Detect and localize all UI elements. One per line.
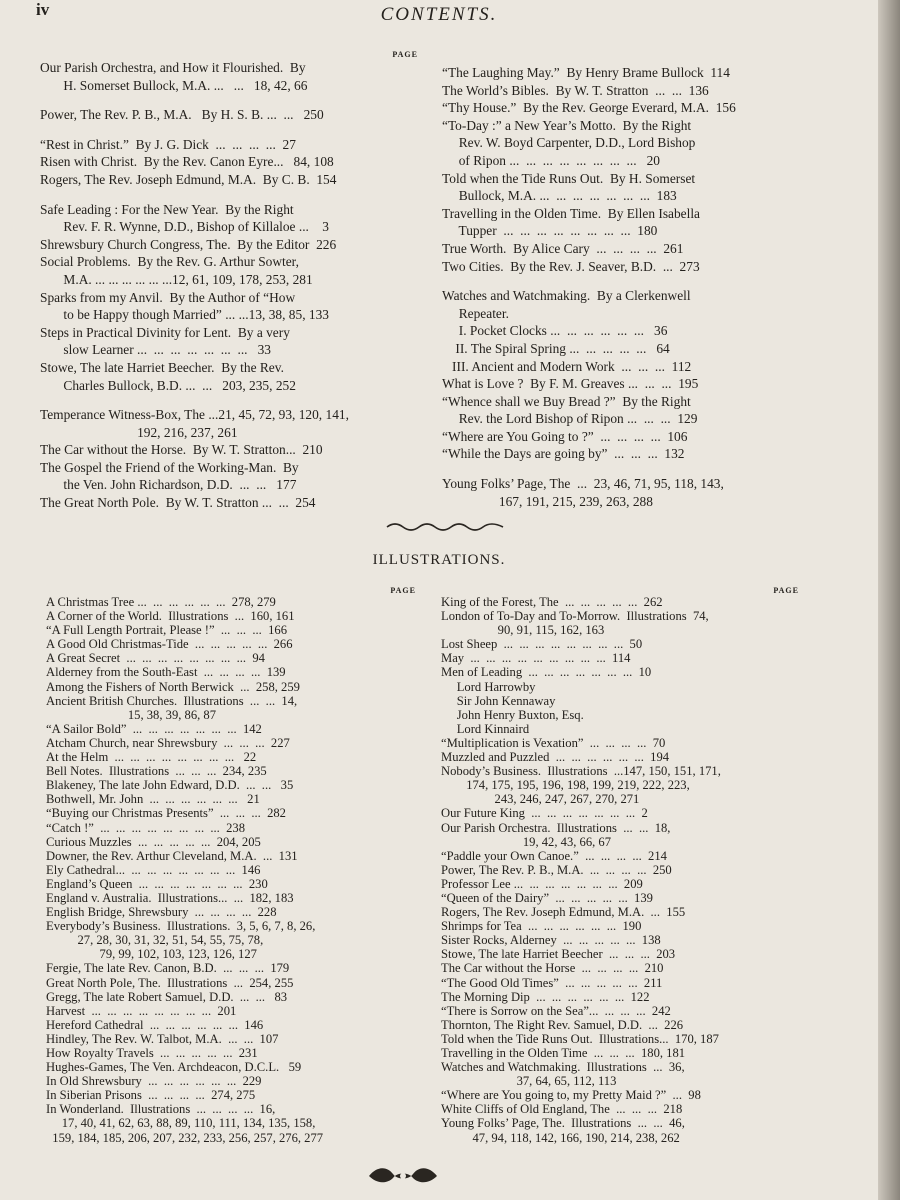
toc-entry: Power, The Rev. P. B., M.A. ... ... ... ... 250 xyxy=(441,862,672,877)
toc-entry: How Royalty Travels ... ... ... ... ... 231 xyxy=(46,1046,258,1060)
entry-gap xyxy=(40,189,418,201)
toc-entry: A Great Secret ... ... ... ... ... ... ... ... 94 xyxy=(46,651,265,666)
toc-entry: I. Pocket Clocks ... ... ... ... ... ... 36 xyxy=(442,323,668,339)
toc-entry: Lost Sheep ... ... ... ... ... ... ... ... 50 xyxy=(441,637,643,652)
illustrations-left-column xyxy=(46,586,416,1145)
toc-entry: Rogers, The Rev. Joseph Edmund, M.A. ... 155 xyxy=(441,905,686,920)
toc-entry: “A Full Length Portrait, Please !” ... ... ... 166 xyxy=(46,623,287,638)
divider-swirl xyxy=(385,520,505,534)
toc-entry: Temperance Witness-Box, The ...21, 45, 72, 93, 120, 141, xyxy=(40,407,349,423)
toc-entry: 79, 99, 102, 103, 123, 126, 127 xyxy=(46,947,257,962)
toc-entry: Two Cities. By the Rev. J. Seaver, B.D. ... 273 xyxy=(442,258,700,274)
toc-entry: “A Sailor Bold” ... ... ... ... ... ... ... 142 xyxy=(46,721,262,736)
toc-entry: II. The Spiral Spring ... ... ... ... ... 64 xyxy=(442,340,670,356)
toc-entry: The Morning Dip ... ... ... ... ... ... 122 xyxy=(441,989,650,1004)
toc-entry: “Where are You Going to ?” ... ... ... ... 106 xyxy=(442,428,688,444)
toc-entry: Rev. W. Boyd Carpenter, D.D., Lord Bishop xyxy=(442,135,696,151)
toc-entry: Ely Cathedral... ... ... ... ... ... ... ... 146 xyxy=(46,862,261,877)
toc-entry: A Christmas Tree ... ... ... ... ... ... 278, 279 xyxy=(46,595,276,609)
toc-entry: Rev. the Lord Bishop of Ripon ... ... ... 129 xyxy=(442,411,698,427)
toc-entry: Repeater. xyxy=(442,305,509,321)
toc-entry: Sir John Kennaway xyxy=(441,693,556,708)
toc-entry: Hughes-Games, The Ven. Archdeacon, D.C.L. 59 xyxy=(46,1060,302,1075)
page-column-header: PAGE xyxy=(392,50,418,59)
toc-entry: “Catch !” ... ... ... ... ... ... ... ... 238 xyxy=(46,820,246,835)
toc-entry: Our Parish Orchestra. Illustrations ... ... 18, xyxy=(441,820,671,835)
toc-entry: England v. Australia. Illustrations... ... 182, 183 xyxy=(46,890,294,905)
toc-entry: May ... ... ... ... ... ... ... ... ... 114 xyxy=(441,651,631,666)
toc-entry: In Wonderland. Illustrations ... ... ... ... 16, xyxy=(46,1102,276,1117)
toc-entry: Stowe, The late Harriet Beecher. By the Rev. xyxy=(40,359,284,375)
toc-entry: True Worth. By Alice Cary ... ... ... ... 261 xyxy=(442,240,684,256)
toc-entry: What is Love ? By F. M. Greaves ... ... ... 195 xyxy=(442,376,699,392)
toc-entry: John Henry Buxton, Esq. xyxy=(441,707,584,722)
toc-entry: Tupper ... ... ... ... ... ... ... ... 180 xyxy=(442,223,658,239)
toc-entry: “Thy House.” By the Rev. George Everard, M.A. 156 xyxy=(442,100,736,116)
toc-entry: Our Future King ... ... ... ... ... ... ... 2 xyxy=(441,806,648,821)
toc-entry: Bothwell, Mr. John ... ... ... ... ... ... 21 xyxy=(46,792,260,807)
toc-entry: 17, 40, 41, 62, 63, 88, 89, 110, 111, 134, 135, 158, xyxy=(46,1116,316,1131)
entry-gap xyxy=(40,94,418,106)
illustrations-right-column xyxy=(441,586,799,1145)
toc-entry: 159, 184, 185, 206, 207, 232, 233, 256, 257, 276, 277 xyxy=(46,1130,324,1145)
toc-entry: Sister Rocks, Alderney ... ... ... ... ... 138 xyxy=(441,933,661,948)
toc-entry: Harvest ... ... ... ... ... ... ... ... 201 xyxy=(46,1003,237,1018)
toc-entry: 192, 216, 237, 261 xyxy=(40,424,238,440)
toc-entry: Professor Lee ... ... ... ... ... ... ... 209 xyxy=(441,876,643,891)
page-column-header: PAGE xyxy=(390,586,416,595)
toc-entry: Great North Pole, The. Illustrations ... 254, 255 xyxy=(46,975,294,990)
toc-entry: Shrimps for Tea ... ... ... ... ... ... 190 xyxy=(441,919,642,934)
toc-entry: Watches and Watchmaking. Illustrations ... 36, xyxy=(441,1060,685,1075)
toc-entry: Power, The Rev. P. B., M.A. By H. S. B. ... ... 250 xyxy=(40,107,324,123)
toc-entry: “Where are You going to, my Pretty Maid ?” ... 98 xyxy=(441,1088,701,1103)
toc-entry: 167, 191, 215, 239, 263, 288 xyxy=(442,493,653,509)
toc-entry: Men of Leading ... ... ... ... ... ... ... 10 xyxy=(441,665,652,680)
toc-entry: 37, 64, 65, 112, 113 xyxy=(441,1074,617,1089)
toc-entry: English Bridge, Shrewsbury ... ... ... ... 228 xyxy=(46,905,277,920)
toc-entry: Thornton, The Right Rev. Samuel, D.D. ... 226 xyxy=(441,1017,684,1032)
toc-entry: 19, 42, 43, 66, 67 xyxy=(441,834,612,849)
page-edge xyxy=(878,0,900,1200)
contents-title: CONTENTS. xyxy=(380,4,498,25)
illustrations-left-list xyxy=(46,595,416,1145)
toc-entry: The Gospel the Friend of the Working-Man. By xyxy=(40,459,299,475)
toc-entry: 90, 91, 115, 162, 163 xyxy=(441,623,605,638)
contents-left-list xyxy=(40,59,418,512)
contents-left-column xyxy=(40,50,418,512)
toc-entry: of Ripon ... ... ... ... ... ... ... ... 20 xyxy=(442,152,660,168)
toc-entry: “The Good Old Times” ... ... ... ... ... 211 xyxy=(441,975,663,990)
toc-entry: White Cliffs of Old England, The ... ... ... 218 xyxy=(441,1102,683,1117)
toc-entry: Rev. F. R. Wynne, D.D., Bishop of Killaloe ... 3 xyxy=(40,219,329,235)
toc-entry: to be Happy though Married” ... ...13, 38, 85, 133 xyxy=(40,307,329,323)
toc-entry: III. Ancient and Modern Work ... ... ... 112 xyxy=(442,358,692,374)
toc-entry: 47, 94, 118, 142, 166, 190, 214, 238, 262 xyxy=(441,1130,680,1145)
page-number: iv xyxy=(36,0,50,19)
toc-entry: Downer, the Rev. Arthur Cleveland, M.A. ... 131 xyxy=(46,848,298,863)
toc-entry: King of the Forest, The ... ... ... ... ... 262 xyxy=(441,595,663,609)
toc-entry: “Whence shall we Buy Bread ?” By the Right xyxy=(442,393,691,409)
toc-entry: Travelling in the Olden Time. By Ellen Isabella xyxy=(442,205,700,221)
illustrations-title: ILLUSTRATIONS. xyxy=(372,552,506,568)
toc-entry: In Siberian Prisons ... ... ... ... 274, 275 xyxy=(46,1088,256,1103)
toc-entry: Gregg, The late Robert Samuel, D.D. ... ... 83 xyxy=(46,989,288,1004)
toc-entry: The Great North Pole. By W. T. Stratton ... ... 254 xyxy=(40,495,316,511)
toc-entry: Stowe, The late Harriet Beecher ... ... ... 203 xyxy=(441,947,676,962)
toc-entry: slow Learner ... ... ... ... ... ... ... 33 xyxy=(40,342,271,358)
toc-entry: “Multiplication is Vexation” ... ... ... ... 70 xyxy=(441,735,666,750)
entry-gap xyxy=(40,394,418,406)
toc-entry: Shrewsbury Church Congress, The. By the Editor 226 xyxy=(40,236,337,252)
illustrations-right-list xyxy=(441,595,799,1145)
page-column-header: PAGE xyxy=(773,586,799,595)
toc-entry: The Car without the Horse ... ... ... ... 210 xyxy=(441,961,664,976)
toc-entry: Muzzled and Puzzled ... ... ... ... ... ... 194 xyxy=(441,750,670,765)
toc-entry: Everybody’s Business. Illustrations. 3, 5, 6, 7, 8, 26, xyxy=(46,919,316,934)
toc-entry: M.A. ... ... ... ... ... ...12, 61, 109, 178, 253, 281 xyxy=(40,271,313,287)
toc-entry: Safe Leading : For the New Year. By the Right xyxy=(40,201,294,217)
toc-entry: Nobody’s Business. Illustrations ...147, 150, 151, 171, xyxy=(441,764,721,779)
toc-entry: Risen with Christ. By the Rev. Canon Eyre... 84, 108 xyxy=(40,154,334,170)
toc-entry: Sparks from my Anvil. By the Author of “How xyxy=(40,289,296,305)
toc-entry: Our Parish Orchestra, and How it Flourished. By xyxy=(40,60,306,75)
toc-entry: The World’s Bibles. By W. T. Stratton ... ... 136 xyxy=(442,82,709,98)
toc-entry: In Old Shrewsbury ... ... ... ... ... ... 229 xyxy=(46,1074,262,1089)
toc-entry: Atcham Church, near Shrewsbury ... ... ... 227 xyxy=(46,735,290,750)
toc-entry: Hindley, The Rev. W. Talbot, M.A. ... ... 107 xyxy=(46,1031,279,1046)
toc-entry: Watches and Watchmaking. By a Clerkenwell xyxy=(442,288,691,304)
toc-entry: 15, 38, 39, 86, 87 xyxy=(46,707,217,722)
toc-entry: Lord Harrowby xyxy=(441,679,536,694)
entry-gap xyxy=(40,124,418,136)
toc-entry: Told when the Tide Runs Out. Illustrations... 170, 187 xyxy=(441,1031,719,1046)
toc-entry: Travelling in the Olden Time ... ... ... 180, 181 xyxy=(441,1046,686,1060)
toc-entry: Steps in Practical Divinity for Lent. By a very xyxy=(40,324,290,340)
toc-entry: Hereford Cathedral ... ... ... ... ... ... 146 xyxy=(46,1017,264,1032)
toc-entry: 243, 246, 247, 267, 270, 271 xyxy=(441,792,640,807)
toc-entry: Blakeney, The late John Edward, D.D. ... ... 35 xyxy=(46,778,294,793)
toc-entry: Rogers, The Rev. Joseph Edmund, M.A. By C. B. 154 xyxy=(40,171,337,187)
toc-entry: “Rest in Christ.” By J. G. Dick ... ... ... ... 27 xyxy=(40,136,296,152)
toc-entry: Alderney from the South-East ... ... ... ... 139 xyxy=(46,665,286,680)
toc-entry: The Car without the Horse. By W. T. Stratton... 210 xyxy=(40,442,323,458)
toc-entry: Young Folks’ Page, The. Illustrations ... ... 46, xyxy=(441,1116,685,1131)
toc-entry: Among the Fishers of North Berwick ... 258, 259 xyxy=(46,679,300,694)
toc-entry: Ancient British Churches. Illustrations ... ... 14, xyxy=(46,693,298,708)
toc-entry: Told when the Tide Runs Out. By H. Somerset xyxy=(442,170,696,186)
entry-gap xyxy=(442,463,832,475)
toc-entry: At the Helm ... ... ... ... ... ... ... ... 22 xyxy=(46,750,257,765)
toc-entry: Charles Bullock, B.D. ... ... 203, 235, 252 xyxy=(40,377,296,393)
toc-entry: “Buying our Christmas Presents” ... ... ... 282 xyxy=(46,806,286,821)
toc-entry: the Ven. John Richardson, D.D. ... ... 177 xyxy=(40,477,297,493)
toc-entry: 27, 28, 30, 31, 32, 51, 54, 55, 75, 78, xyxy=(46,933,264,948)
toc-entry: Fergie, The late Rev. Canon, B.D. ... ... ... 179 xyxy=(46,961,290,976)
toc-entry: Bell Notes. Illustrations ... ... ... 234, 235 xyxy=(46,764,267,779)
toc-entry: 174, 175, 195, 196, 198, 199, 219, 222, 223, xyxy=(441,778,690,793)
toc-entry: Lord Kinnaird xyxy=(441,721,530,736)
toc-entry: England’s Queen ... ... ... ... ... ... ... 230 xyxy=(46,876,268,891)
toc-entry: “To-Day :” a New Year’s Motto. By the Right xyxy=(442,117,692,133)
toc-entry: H. Somerset Bullock, M.A. ... ... 18, 42, 66 xyxy=(40,77,308,93)
toc-entry: Young Folks’ Page, The ... 23, 46, 71, 95, 118, 143, xyxy=(442,476,724,492)
toc-entry: “Paddle your Own Canoe.” ... ... ... ... 214 xyxy=(441,848,667,863)
entry-gap xyxy=(442,275,832,287)
ornament-icon xyxy=(363,1164,443,1188)
toc-entry: A Corner of the World. Illustrations ... 160, 161 xyxy=(46,609,295,624)
toc-entry: “There is Sorrow on the Sea”... ... ... ... 242 xyxy=(441,1003,671,1018)
contents-right-list xyxy=(442,64,832,510)
toc-entry: Bullock, M.A. ... ... ... ... ... ... ... 183 xyxy=(442,188,677,204)
toc-entry: “Queen of the Dairy” ... ... ... ... ... 139 xyxy=(441,890,653,905)
toc-entry: London of To-Day and To-Morrow. Illustrations 74, xyxy=(441,609,709,624)
toc-entry: Social Problems. By the Rev. G. Arthur Sowter, xyxy=(40,254,299,270)
contents-right-column xyxy=(442,64,832,510)
toc-entry: “While the Days are going by” ... ... ... 132 xyxy=(442,446,685,462)
toc-entry: Curious Muzzles ... ... ... ... ... 204, 205 xyxy=(46,834,261,849)
toc-entry: A Good Old Christmas-Tide ... ... ... ... ... 266 xyxy=(46,637,293,652)
toc-entry: “The Laughing May.” By Henry Brame Bullock 114 xyxy=(442,65,730,80)
